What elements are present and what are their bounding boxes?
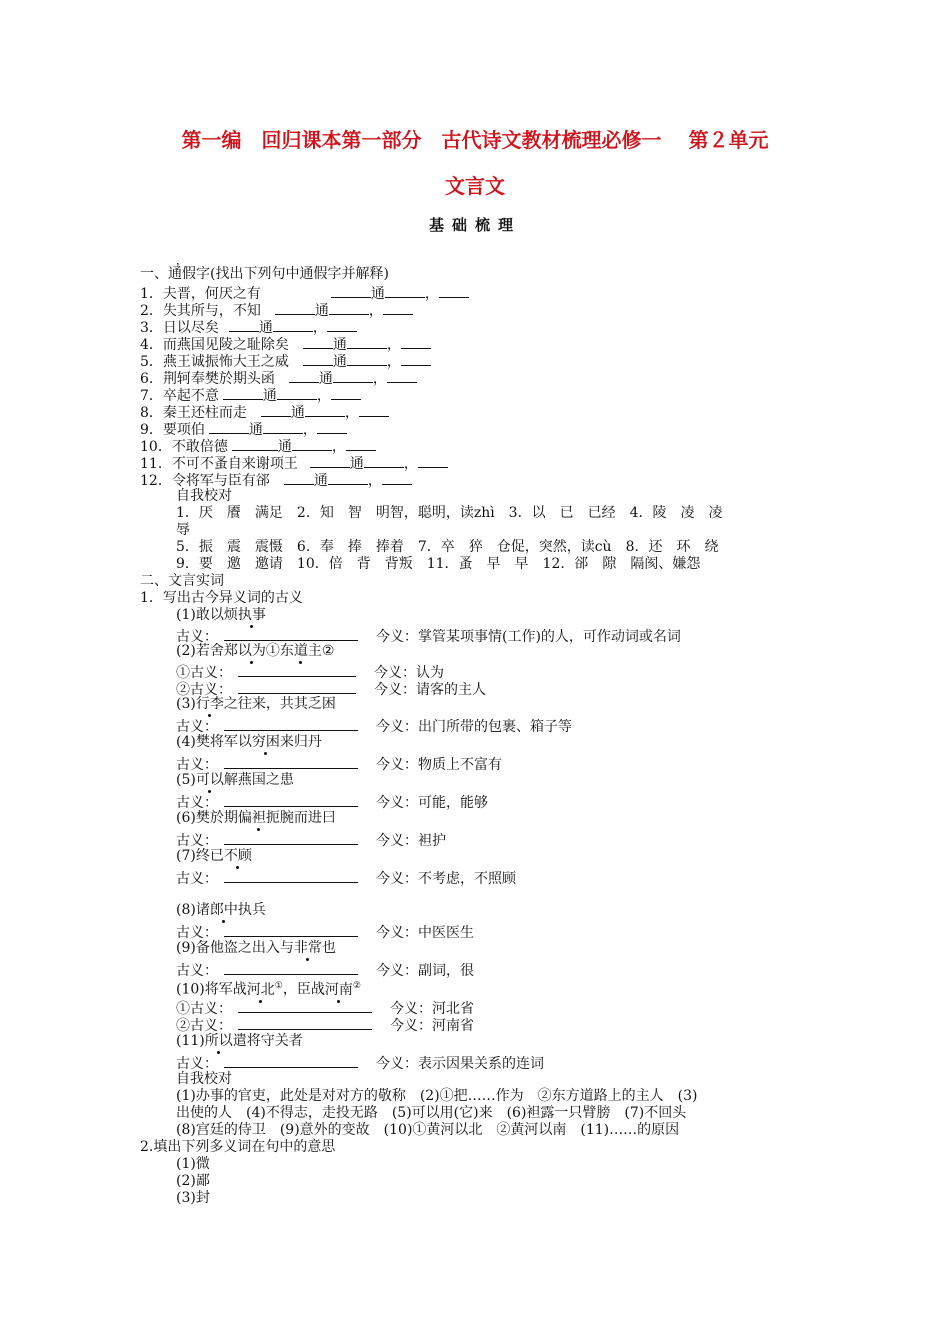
gujin-item: (1)敢以烦执事	[176, 607, 266, 623]
tongjia-item: 6．荆轲奉樊於期头函 通 ，	[140, 369, 417, 388]
polysemy-item: (1)微	[176, 1156, 210, 1172]
gujin-answer-row: 古义： 今义：袒护	[176, 830, 446, 850]
answer-line: (1)办事的官吏，此处是对对方的敬称 (2)①把……作为 ②东方道路上的主人 (3)	[176, 1088, 698, 1104]
answer-line: 辱	[176, 522, 190, 538]
gujin-item: (4)樊将军以穷困来归丹	[176, 734, 322, 750]
answer-line: (8)宫廷的侍卫 (9)意外的变故 (10)①黄河以北 ②黄河以南 (11)……的原因	[176, 1122, 680, 1138]
tongjia-item: 12．令将军与臣有郤 通 ，	[140, 471, 412, 490]
doc-title-line2: 文言文	[445, 174, 505, 198]
gujin-item: (7)终已不顾	[176, 848, 252, 864]
tongjia-item: 2．失其所与，不知 通 ，	[140, 301, 413, 320]
gujin-answer-row: 古义： 今义：副词，很	[176, 960, 474, 980]
stray-comma: ，	[176, 254, 187, 267]
tongjia-item: 10．不敢倍德 通 ，	[140, 437, 376, 456]
gujin-item: (8)诸郎中执兵	[176, 902, 266, 918]
tongjia-item: 7．卒起不意 通 ，	[140, 386, 361, 405]
answer-line: 5．振 震 震慑 6．奉 捧 捧着 7．卒 猝 仓促，突然，读cù 8．还 环 绕	[176, 539, 719, 555]
self-check-label: 自我校对	[176, 488, 232, 504]
gujin-answer-row: ①古义： 今义：河北省	[176, 998, 474, 1018]
tongjia-item: 1．夫晋，何厌之有 通 ，	[140, 284, 469, 303]
gujin-item: (9)备他盗之出入与非常也	[176, 940, 336, 956]
gujin-answer-row: 古义： 今义：出门所带的包裹、箱子等	[176, 716, 572, 736]
tongjia-item: 4．而燕国见陵之耻除矣 通 ，	[140, 335, 431, 354]
tongjia-item: 8．秦王还柱而走 通 ，	[140, 403, 389, 422]
gujin-item: (5)可以解燕国之患	[176, 772, 294, 788]
tongjia-item: 9．要项伯 通 ，	[140, 420, 347, 439]
answer-line: 9．要 邀 邀请 10．倍 背 背叛 11．蚤 早 早 12．郤 隙 隔阂、嫌怨	[176, 556, 701, 572]
answer-line: 出使的人 (4)不得志，走投无路 (5)可以用(它)来 (6)袒露一只臂膀 (7)不回头	[176, 1105, 687, 1121]
self-check-label: 自我校对	[176, 1071, 232, 1087]
polysemy-item: (2)鄙	[176, 1173, 210, 1189]
section1-heading: 一、通假字(找出下列句中通假字并解释)	[140, 266, 389, 282]
gujin-item: (2)若舍郑以为①东道主②	[176, 643, 335, 659]
gujin-answer-row: 古义： 今义：掌管某项事情(工作)的人，可作动词或名词	[176, 626, 681, 646]
gujin-item: (6)樊於期偏袒扼腕而进曰	[176, 810, 336, 826]
section-subtitle: 基础梳理	[428, 216, 521, 234]
doc-title-line1: 第一编 回归课本第一部分 古代诗文教材梳理必修一 第２单元	[181, 128, 769, 152]
tongjia-item: 5．燕王诚振怖大王之威 通 ，	[140, 352, 431, 371]
gujin-item: (10)将军战河北①，臣战河南②	[176, 981, 361, 998]
question2-heading: 2.填出下列多义词在句中的意思	[140, 1139, 336, 1155]
gujin-answer-row: 古义： 今义：表示因果关系的连词	[176, 1053, 544, 1073]
gujin-item: (11)所以遣将守关者	[176, 1033, 303, 1049]
answer-line: 1．厌 餍 满足 2．知 智 明智，聪明，读zhì 3．以 已 已经 4．陵 凌 凌	[176, 505, 723, 521]
tongjia-item: 3．日以尽矣 通 ，	[140, 318, 357, 337]
question1-heading: 1．写出古今异义词的古义	[140, 590, 303, 606]
gujin-answer-row: ②古义： 今义：请客的主人	[176, 679, 486, 699]
gujin-answer-row: 古义： 今义：中医医生	[176, 922, 474, 942]
gujin-item: (3)行李之往来，共其乏困	[176, 696, 336, 712]
polysemy-item: (3)封	[176, 1190, 210, 1206]
gujin-answer-row: ①古义： 今义：认为	[176, 662, 444, 682]
gujin-answer-row: 古义： 今义：物质上不富有	[176, 754, 502, 774]
section2-heading: 二、文言实词	[140, 573, 224, 589]
gujin-answer-row: 古义： 今义：可能，能够	[176, 792, 488, 812]
gujin-answer-row: 古义： 今义：不考虑，不照顾	[176, 868, 516, 888]
gujin-answer-row: ②古义： 今义：河南省	[176, 1015, 474, 1035]
tongjia-item: 11．不可不蚤自来谢项王 通 ，	[140, 454, 448, 473]
